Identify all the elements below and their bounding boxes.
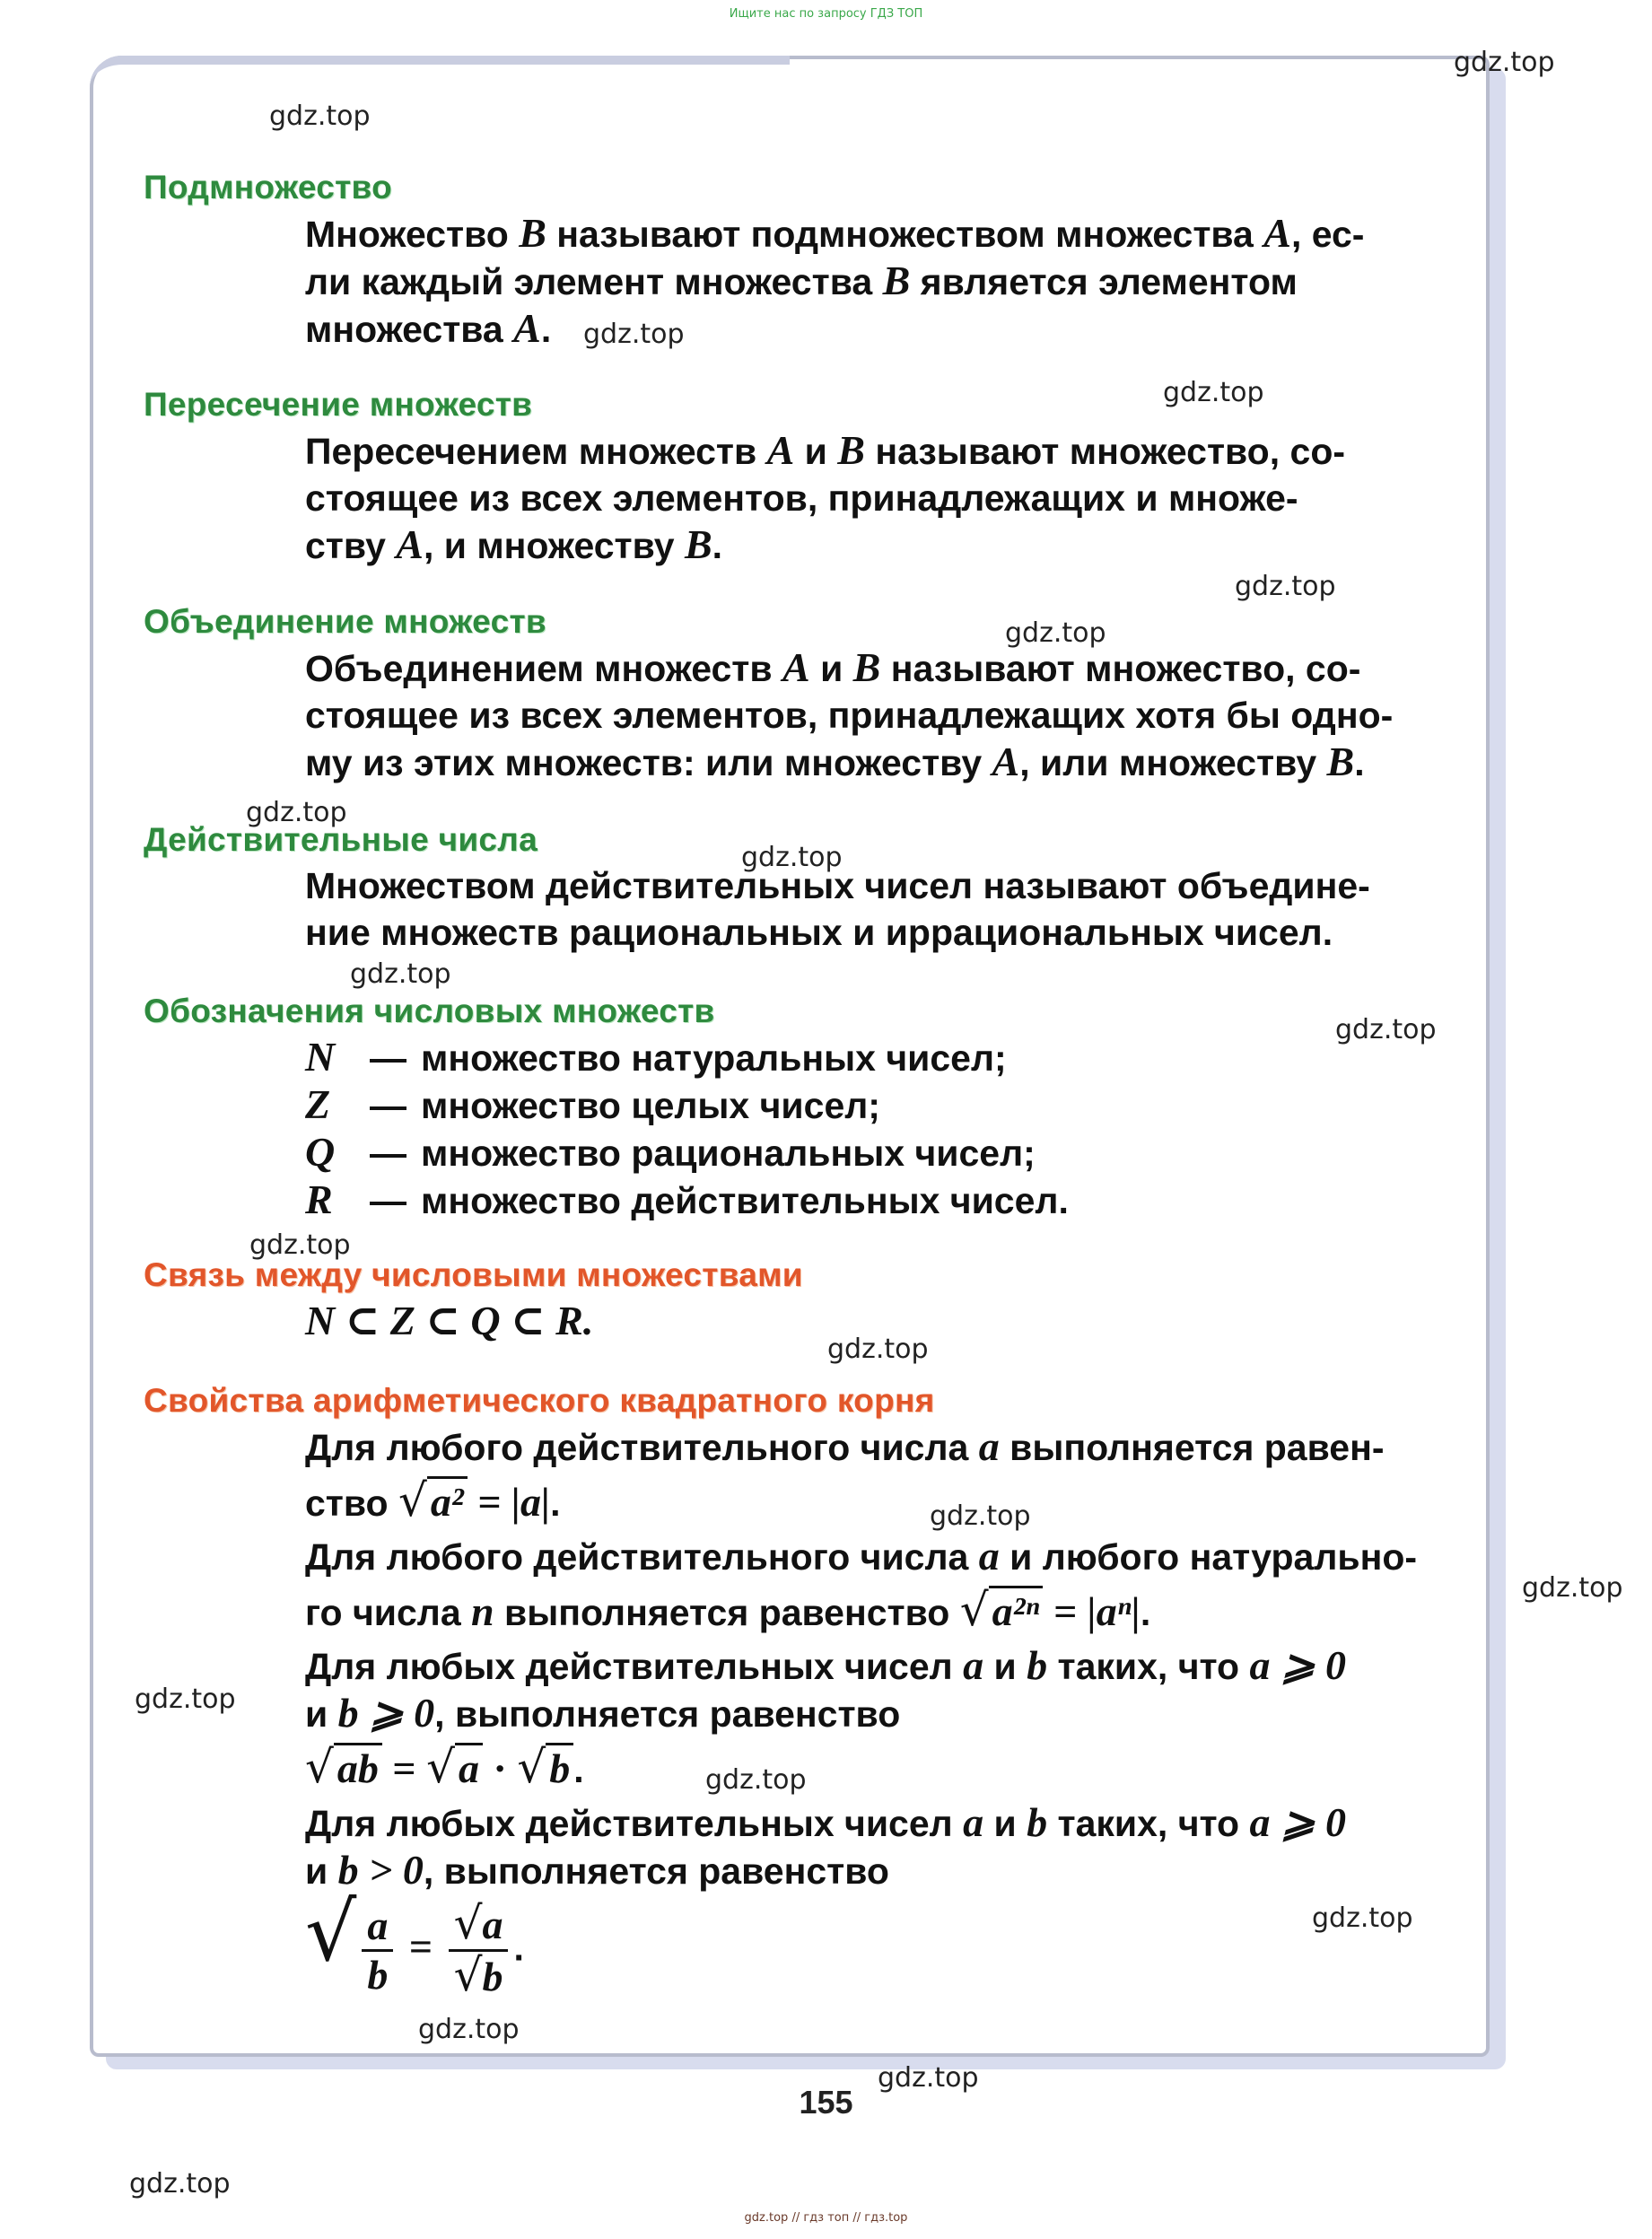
- section-heading: Подмножество: [144, 169, 393, 206]
- section-heading: Действительные числа: [144, 821, 538, 858]
- watermark-text: gdz.top: [583, 319, 685, 350]
- section-union: [144, 603, 1454, 786]
- watermark-text: gdz.top: [1312, 1902, 1413, 1934]
- notation-list: [305, 1034, 1454, 1224]
- properties-text: Для любого действительного числа a выполняется равен- ство √a² = |a|. Для любого действительного числа a и любого натурально- го числа n выполняется равенство √a²ⁿ = |aⁿ|. Для любых действительных чисел a и b таких, что a ⩾ 0 и b ⩾ 0, выполняется равенство √ab = √a · √b. Для любых действительных чисел a и b таких, что a ⩾ 0 и b > 0, выполняется равенство √ $\frac{a}{b}$ = $\frac{√a}{√b}$ .: [305, 1423, 1454, 2001]
- watermark-text: gdz.top: [1335, 1014, 1437, 1045]
- watermark-text: gdz.top: [741, 842, 843, 873]
- watermark-text: gdz.top: [1454, 47, 1555, 78]
- section-relation: [144, 1256, 1454, 1344]
- watermark-text: gdz.top: [930, 1500, 1031, 1532]
- page-number: 155: [799, 2084, 853, 2121]
- section-heading: Свойства арифметического квадратного корня: [144, 1382, 935, 1419]
- notation-item: Q — множество рациональных чисел;: [305, 1129, 1036, 1175]
- watermark-text: gdz.top: [827, 1334, 929, 1365]
- watermark-text: gdz.top: [269, 101, 371, 132]
- watermark-text: gdz.top: [1163, 377, 1264, 408]
- notation-item: R — множество действительных чисел.: [305, 1176, 1069, 1222]
- section-heading: Обозначения числовых множеств: [144, 993, 715, 1029]
- section-notation: [144, 993, 1454, 1224]
- notation-item: Z — множество целых чисел;: [305, 1081, 880, 1127]
- definition-text: Множеством действительных чисел называют объедине- ние множеств рациональных и иррациональных чисел.: [305, 865, 1370, 953]
- sqrt-expression: √a²ⁿ: [960, 1592, 1044, 1633]
- definition-text: Объединением множеств A и B называют множество, со- стоящее из всех элементов, принадлежащих хотя бы одно- му из этих множеств: или множеству A, или множеству B.: [305, 644, 1394, 784]
- watermark-text: gdz.top: [129, 2168, 231, 2200]
- notation-item: N — множество натуральных чисел;: [305, 1034, 1007, 1080]
- definition-text: Пересечением множеств A и B называют множество, со- стоящее из всех элементов, принадлежащих и множе- ству A, и множеству B.: [305, 427, 1346, 567]
- quotient-rule-formula: √ $\frac{a}{b}$ = $\frac{√a}{√b}$ .: [305, 1885, 524, 2001]
- watermark-text: gdz.top: [246, 797, 347, 828]
- watermark-text: gdz.top: [350, 958, 451, 990]
- watermark-text: gdz.top: [249, 1229, 351, 1261]
- sqrt-expression: √a²: [398, 1482, 468, 1524]
- card-tab: [90, 56, 790, 118]
- section-heading: Объединение множеств: [144, 603, 546, 640]
- watermark-text: gdz.top: [878, 2062, 979, 2094]
- section-sqrt-properties: [144, 1382, 1454, 2001]
- watermark-text: gdz.top: [1235, 571, 1336, 602]
- header-note: Ищите нас по запросу ГДЗ ТОП: [729, 7, 923, 21]
- watermark-text: gdz.top: [135, 1684, 236, 1715]
- section-subset: [144, 169, 1454, 353]
- section-heading: Пересечение множеств: [144, 386, 533, 423]
- footer-note: gdz.top// гдз топ// гдз.top: [0, 2211, 1652, 2225]
- product-rule-formula: √ab = √a · √b.: [305, 1741, 584, 1793]
- definition-text: Множество B называют подмножеством множества A, ес- ли каждый элемент множества B является элементом множества A.: [305, 210, 1365, 351]
- section-heading: Связь между числовыми множествами: [144, 1256, 803, 1293]
- relation-formula: N ⊂ Z ⊂ Q ⊂ R.: [305, 1298, 594, 1343]
- watermark-text: gdz.top: [705, 1764, 807, 1796]
- watermark-text: gdz.top: [1522, 1572, 1623, 1604]
- section-intersection: [144, 386, 1454, 569]
- watermark-text: gdz.top: [1005, 617, 1106, 649]
- watermark-text: gdz.top: [418, 2014, 520, 2045]
